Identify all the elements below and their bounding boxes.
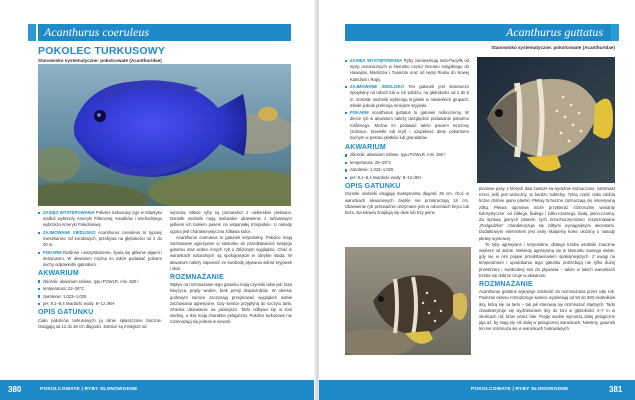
breeding-text: Wpływ na rozmnażanie tego gatunku mają czynniki takie jak: faza księżyca, prądy wodne, brak presji drapieżników. W okresie godowym samice zaczynają przejmować wyglądem siebie zachowania agresywne. Gdy samice przypłyną do szczytu tarła, zmienia ubarwienie na jaśniejsze. Tarło odbywa się w toni wodnej, a ikrę mają charakter pelagiczny. Pokolce turkusowe nie rozmnażają się jednak w niewoli. [170,282,292,325]
left-column-2 [170,210,292,326]
systematics-left: Stanowisko systematyczne: pokolcowate (Acanthuridae) [38,58,162,63]
aquarium-list [38,279,162,308]
fact-habitat: ZAJMOWANE SIEDLISKO Ten gatunek jest stanowczo spotykany na rafach lub w ich pobliżu, na głębokości od 1 do 8 m. Dorosłe osobniki wybierają kryjówki w niewielkich grupach, młode jednak preferują mniejsze kryjówki. [345,84,469,109]
description-continued: samców. Młode ryby są pomarańcz z niebieskim pletwami. Dorosłe osobniki mają niebieskie ubarwienie z turkusowym jaśkiem ich bokiem pasem na wspaniałej trzepadule. U nasady ogona jest charakterystyczna żółtawa kolce. [170,210,292,234]
aquarium-item: temperatura: 22–26°C [38,286,162,292]
aquarium-item: zbiornik: akwarium rafowe, typu FOWLR, min. 500 l [345,152,469,158]
species-title: POKOLEC TURKUSOWY [38,45,166,57]
aquarium-item: zbiornik: akwarium rafowe, typu FOWLR, min. 500 l [38,279,162,285]
right-page [319,0,635,400]
spotted-tang-photo-2 [345,247,471,355]
left-page [0,0,316,400]
facts-list [345,58,469,141]
description-heading: OPIS GATUNKU [345,183,401,191]
breeding-heading: ROZMNAŻANIE [170,274,224,282]
systematics-right: Stanowisko systematyczne: pokolcowate (Acanthuridae) [491,45,615,50]
banner-tab-left [28,24,36,41]
aquarium-item: zasolenie: 1,023–1,025 [38,294,162,300]
blue-tang-photo [38,64,291,206]
footer-left [0,380,316,400]
fact-food: POKARM Roślinne i wszystkożerne, żywią się głównie algami i detrytusem. W akwarium można im także podawać pokarm suchy odpowiedni gatunkom. [38,250,162,269]
behavior-text: Acanthurus coeruleus to gatunek terytorialny. Pokolce mają zachowanie agresywne w stosunku do przedstawicieli swojego gatunku oraz wobec innych ryb o zbliżonym wyglądzie. Choć w warunkach naturalnych są spokojniejsze w obrębie stada. W akwarium należy zapewnić im swobodę pływania wśród kryjówek i skał. [170,234,292,271]
fact-habitat: ZAJMOWANE SIEDLISKO Acanthurus coeruleus to typowy mieszkaniec raf koralowych, przebywa na głębokości od 2 do 40 m. [38,230,162,249]
left-column-1 [38,210,162,330]
aquarium-item: pH: 8,1–8,4 twardość wody: 8–12 dKH [38,301,162,307]
description-text: Dorosłe osobniki osiągają maksymalną długość 26 cm, choć w warunkach akwariowych zwykle nie przekraczają 18 cm. Ubarwienie ryb przeważnie utrzymane jest w odcieniach bejcu lub beżu. Na tułowiu znajdują się dwie lub trzy jasne [345,191,469,215]
species-banner-right: Acanthurus guttatus [345,24,611,41]
page-number-left: 380 [8,385,22,394]
behavior-text: To ryby agresywne i terytorialne, dlatego trzeba osobniki znacznie większe od siebie. Niekiedy agresywną się w stosunku samego siebie, gdy się w nim pojawi przedstawicielem spokojniejszych. Z uwagi na temperament i upodobania tego gatunku potrzebują nie tylko dużej przestrzeni i swobodnej toni do pływania – także w takich warunkach trzeba się dobrze czuje w akwarium. [479,241,615,278]
aquarium-list [345,152,469,181]
description-heading: OPIS GATUNKU [38,309,94,317]
aquarium-heading: AKWARIUM [38,270,79,278]
aquarium-heading: AKWARIUM [345,144,386,152]
aquarium-item: pH: 8,1–8,4 twardość wody: 8–12 dKH [345,175,469,181]
fact-range: ZASIĘG WYSTĘPOWANIA Pokolec turkusowy żyje w Atlantyku wzdłuż wybrzeży Ameryki Północnej, Karaibów i wschodniego wybrzeża Ameryki Południowej. [38,210,162,229]
description-text: Ciało pokolców turkusowych ją silnie spłaszczone bocznie. Osiągają od 12 do 39 cm długości. Samice są mniejsze od [38,317,162,329]
breeding-text: Acanthurus guttatus wykazuje zdolność do rozmnażania przez cały rok. Podczas okresu rozrodczego samice wydzielają od 50 do 500 osobników ikry, którą się na tarło – tak jak stanowią się rozmnażać stadnych. Tarło charakteryzuje się wydzielaniem ikry do toni w głębokości 4–7 m w okolicach raf, które przez fale. Prądy wodne wynoszą dalej pelagiczne jaja aż, by stają się niż dalej w pelagicznej warunkach. Niestety, gatunek ten nie rozmnaża się w warunkach hodowlanych. [479,289,615,332]
description-continued: pionowe pasy, z których dwa zawsze są wyraźnie zaznaczone, natomiast trzeci, jeśli jest widoczny, to bardzo subtelny. Tylną część ciała zdobią liczne drobne jasne plamki. Płetwy brzuszne zaznaczają się intensywną żółtą. Płetwa ogonowa może przybierać różnorodne warianty kolorystyczne: od żółtego, białego i żółto-czarnego, białą, jasno-czarną. Za sprawą jasnych plamek, tych brzuchoczęcniowo rozpoznawane „Podgadzkie” charakteryzuje się żółtymi wyciągniętymi akcentami. Dodatkowym elementem jest ostry skalpelny kolec ułożony u nasady płetwy ogonowej. [479,186,615,241]
footer-section-left: POKOLCOWATE | RYBY SŁONOWODNE [40,387,138,392]
footer-right [319,380,635,400]
aquarium-item: zasolenie: 1,023–1,025 [345,167,469,173]
aquarium-item: temperatura: 25–29°C [345,160,469,166]
footer-section-right: POKOLCOWATE | RYBY SŁONOWODNE [471,387,569,392]
right-column-2 [479,186,615,333]
spotted-tang-photo-1 [477,57,615,183]
right-column-1 [345,58,469,216]
facts-list [38,210,162,268]
fact-range: ZASIĘG WYSTĘPOWANIA Ryby zamieszkują Indo-Pacyfik od wysp oceanicznych w kierunku części Oceanu Indyjskiego do Hawajów, Markizów i Tuamotu oraz od wysp Riukiu do Nowej Kaledonii i Rapy. [345,58,469,83]
breeding-heading: ROZMNAŻANIE [479,281,533,289]
fact-food: POKARM Acanthurus guttatus to gatunek roślinożerny. W diecie ryb w akwarium należy uwzględnić podawanie pokarmu roślinnego. Można im podawać także pokarm mrożony (solowce, krewetki lub kryl) i uzupełniać dietę pokarmem suchym w postaci płatków lub granulatów. [345,110,469,141]
page-number-right: 381 [609,385,623,394]
species-banner-left: Acanthurus coeruleus [38,24,291,41]
banner-tab-right [611,24,619,41]
